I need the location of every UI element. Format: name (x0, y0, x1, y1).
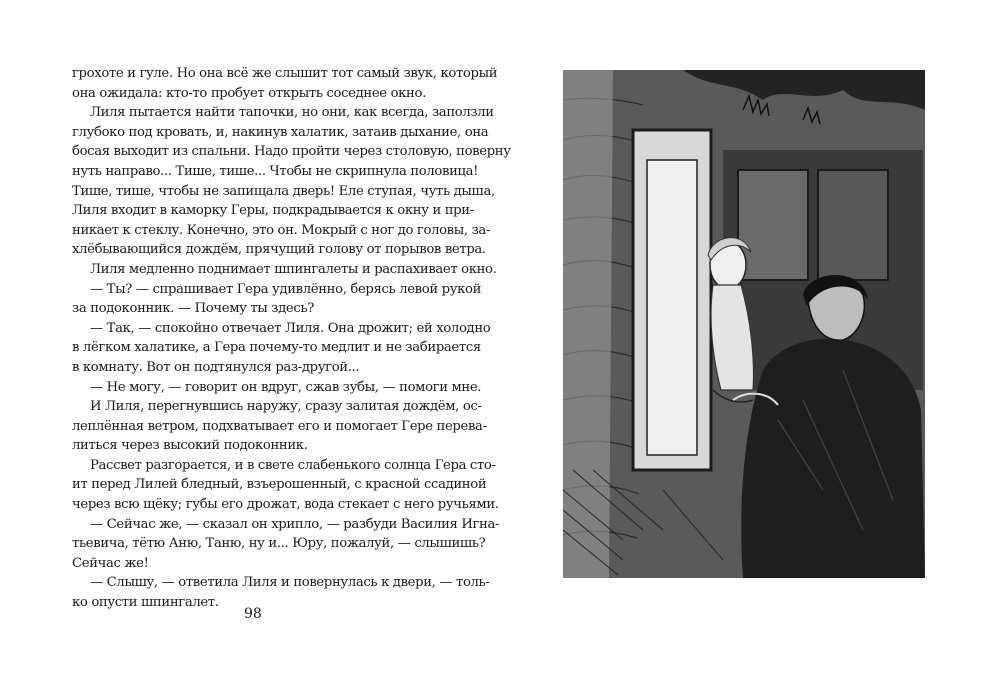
text-line: — Не могу, — говорит он вдруг, сжав зубы, — помоги мне. (90, 379, 482, 395)
text-line: никает к стеклу. Конечно, это он. Мокрый с ног до головы, за- (72, 222, 491, 238)
text-line: леплённая ветром, подхватывает его и помогает Гере перева- (72, 418, 487, 434)
text-line: за подоконник. — Почему ты здесь? (72, 301, 314, 317)
text-line: глубоко под кровать, и, накинув халатик, затаив дыхание, она (72, 124, 489, 140)
text-line: — Ты? — спрашивает Гера удивлённо, берясь левой рукой (90, 281, 482, 297)
text-line: Рассвет разгорается, и в свете слабенького солнца Гера сто- (90, 457, 496, 473)
text-line: — Так, — спокойно отвечает Лиля. Она дрожит; ей холодно (90, 320, 491, 336)
text-line: ит перед Лилей бледный, взъерошенный, с красной ссадиной (72, 477, 487, 493)
text-line: — Сейчас же, — сказал он хрипло, — разбуди Василия Игна- (90, 516, 500, 532)
left-page-text (72, 64, 511, 613)
illustration-drawing (563, 70, 925, 578)
text-line: Лиля входит в каморку Геры, подкрадывается к окну и при- (72, 203, 474, 219)
book-illustration (563, 70, 925, 578)
text-line: через всю щёку; губы его дрожат, вода стекает с него ручьями. (72, 497, 499, 513)
text-line: Лиля пытается найти тапочки, но они, как всегда, заползли (90, 105, 494, 121)
text-line: хлёбывающийся дождём, прячущий голову от порывов ветра. (72, 242, 486, 258)
text-line: тьевича, тётю Аню, Таню, ну и... Юру, пожалуй, — слышишь? (72, 536, 486, 552)
text-line: Лиля медленно поднимает шпингалеты и распахивает окно. (90, 261, 497, 277)
text-line: И Лиля, перегнувшись наружу, сразу залитая дождём, ос- (90, 399, 482, 415)
text-line: Сейчас же! (72, 555, 149, 571)
text-line: Тише, тише, чтобы не запищала дверь! Еле ступая, чуть дыша, (72, 183, 495, 199)
text-line: нуть направо... Тише, тише... Чтобы не скрипнула половица! (72, 163, 479, 179)
text-line: в лёгком халатике, а Гера почему-то медлит и не забирается (72, 340, 481, 356)
text-line: литься через высокий подоконник. (72, 438, 308, 454)
text-line: грохоте и гуле. Но она всё же слышит тот самый звук, который (72, 66, 498, 81)
text-line: босая выходит из спальни. Надо пройти через столовую, поверну (72, 144, 511, 160)
text-line: она ожидала: кто-то пробует открыть соседнее окно. (72, 85, 426, 101)
page-number: 98 (244, 606, 262, 622)
text-line: — Слышу, — ответила Лиля и повернулась к двери, — толь- (90, 575, 490, 591)
text-line: в комнату. Вот он подтянулся раз-другой... (72, 359, 360, 375)
text-line: ко опусти шпингалет. (72, 595, 219, 611)
